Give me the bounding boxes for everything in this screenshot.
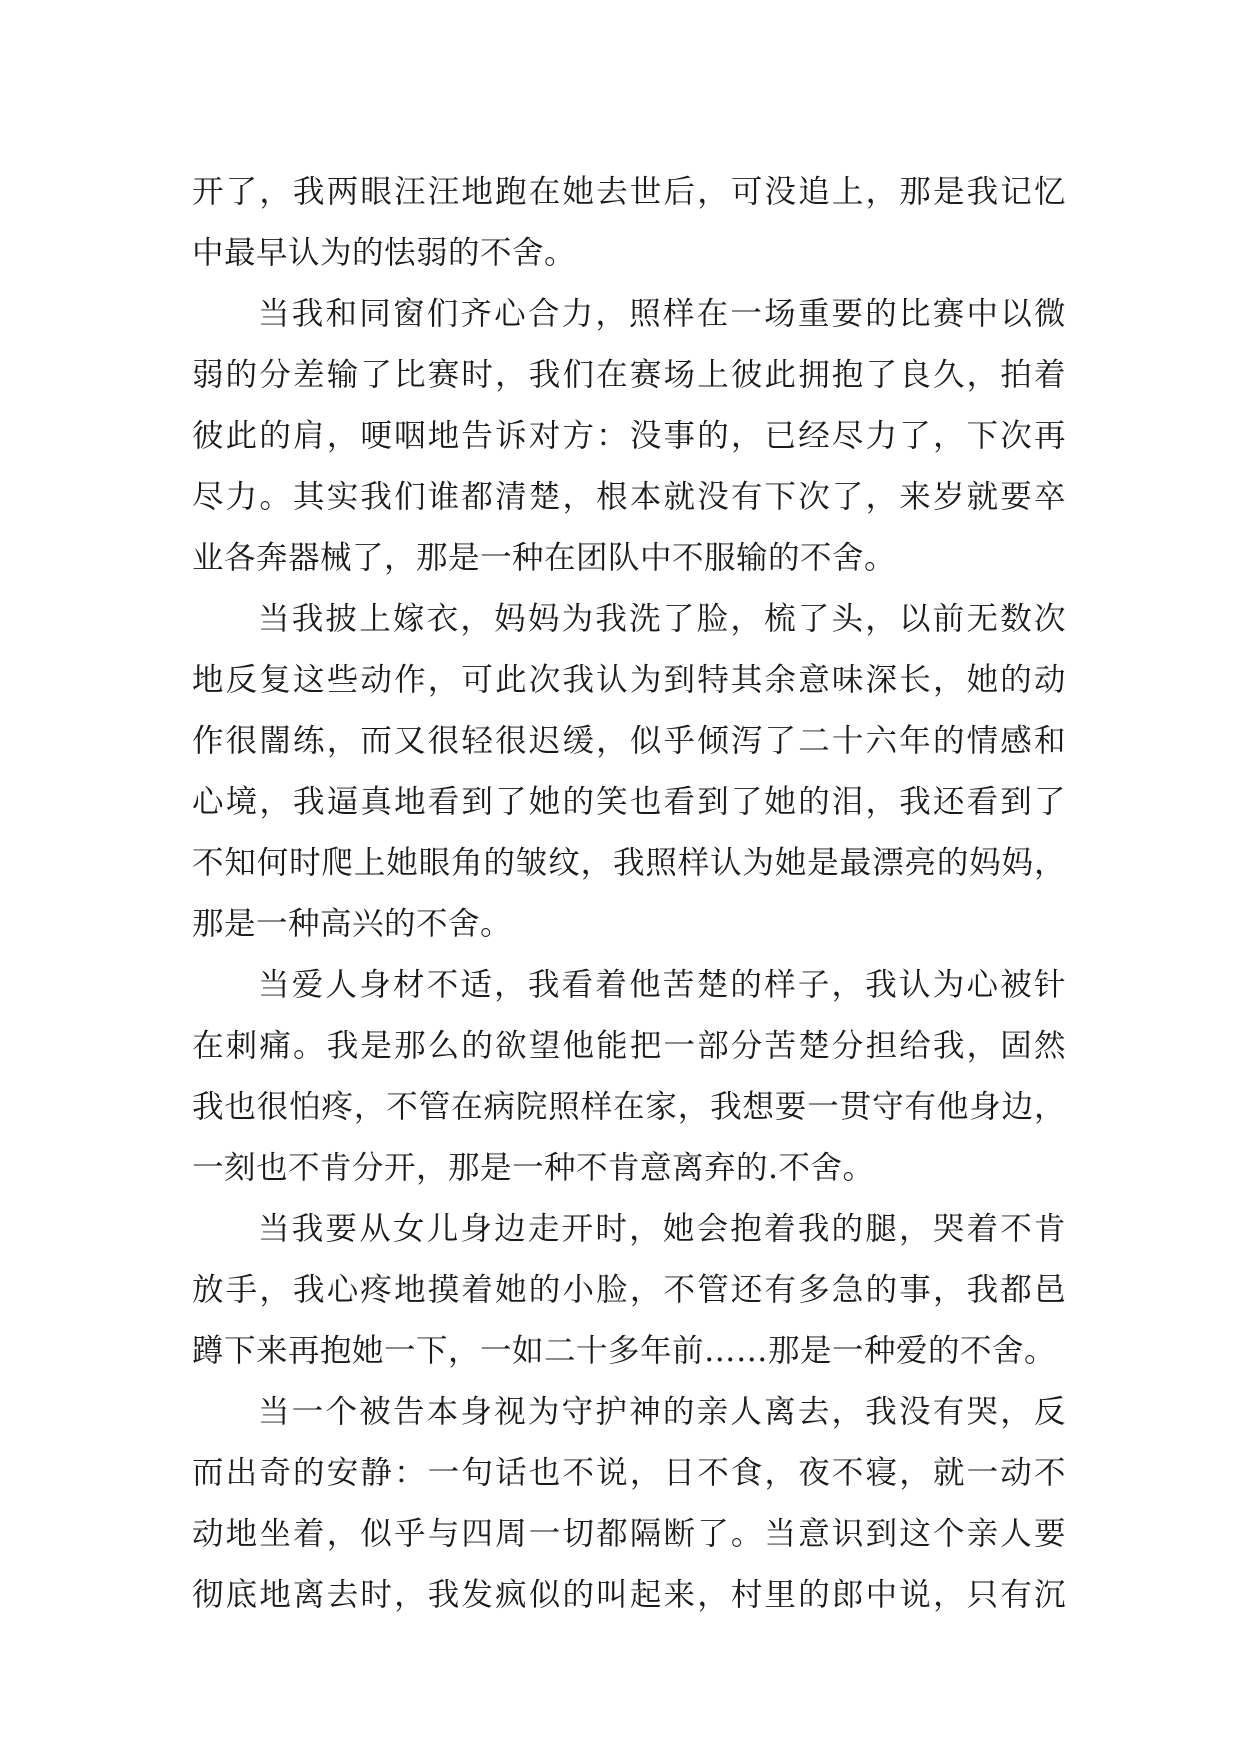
- text-line: 而出奇的安静：一句话也不说，日不食，夜不寝，就一动不: [192, 1455, 1066, 1491]
- text-line: 放手，我心疼地摸着她的小脸，不管还有多急的事，我都邑: [192, 1272, 1066, 1308]
- paragraph: [192, 1382, 1066, 1626]
- text-line: 当我披上嫁衣，妈妈为我洗了脸，梳了头，以前无数次: [258, 601, 1066, 637]
- paragraph: [192, 955, 1066, 1199]
- text-line: 那是一种高兴的不舍。: [192, 906, 513, 942]
- text-line: 当一个被告本身视为守护神的亲人离去，我没有哭，反: [258, 1394, 1066, 1430]
- text-line: 当爱人身材不适，我看着他苦楚的样子，我认为心被针: [258, 967, 1066, 1003]
- text-line: 彻底地离去时，我发疯似的叫起来，村里的郎中说，只有沉: [192, 1577, 1066, 1613]
- text-line: 心境，我逼真地看到了她的笑也看到了她的泪，我还看到了: [192, 784, 1066, 820]
- text-line: 中最早认为的怯弱的不舍。: [192, 235, 577, 271]
- paragraph: [192, 162, 1066, 284]
- text-line: 蹲下来再抱她一下，一如二十多年前……那是一种爱的不舍。: [192, 1333, 1057, 1369]
- text-line: 开了，我两眼汪汪地跑在她去世后，可没追上，那是我记忆: [192, 174, 1066, 210]
- paragraph: [192, 284, 1066, 589]
- text-line: 动地坐着，似乎与四周一切都隔断了。当意识到这个亲人要: [192, 1516, 1066, 1552]
- paragraph: [192, 589, 1066, 955]
- text-line: 作很闇练，而又很轻很迟缓，似乎倾泻了二十六年的情感和: [192, 723, 1066, 759]
- text-line: 尽力。其实我们谁都清楚，根本就没有下次了，来岁就要卒: [192, 479, 1066, 515]
- text-line: 不知何时爬上她眼角的皱纹，我照样认为她是最漂亮的妈妈，: [192, 845, 1066, 881]
- text-line: 业各奔器械了，那是一种在团队中不服输的不舍。: [192, 540, 897, 576]
- text-line: 我也很怕疼，不管在病院照样在家，我想要一贯守有他身边，: [192, 1089, 1066, 1125]
- text-line: 地反复这些动作，可此次我认为到特其余意味深长，她的动: [192, 662, 1066, 698]
- text-line: 当我和同窗们齐心合力，照样在一场重要的比赛中以微: [258, 296, 1066, 332]
- text-line: 当我要从女儿身边走开时，她会抱着我的腿，哭着不肯: [258, 1211, 1066, 1247]
- text-line: 一刻也不肯分开，那是一种不肯意离弃的.不舍。: [192, 1150, 875, 1186]
- document-body: [192, 162, 1066, 1626]
- text-line: 弱的分差输了比赛时，我们在赛场上彼此拥抱了良久，拍着: [192, 357, 1066, 393]
- paragraph: [192, 1199, 1066, 1382]
- text-line: 在刺痛。我是那么的欲望他能把一部分苦楚分担给我，固然: [192, 1028, 1066, 1064]
- text-line: 彼此的肩，哽咽地告诉对方：没事的，已经尽力了，下次再: [192, 418, 1066, 454]
